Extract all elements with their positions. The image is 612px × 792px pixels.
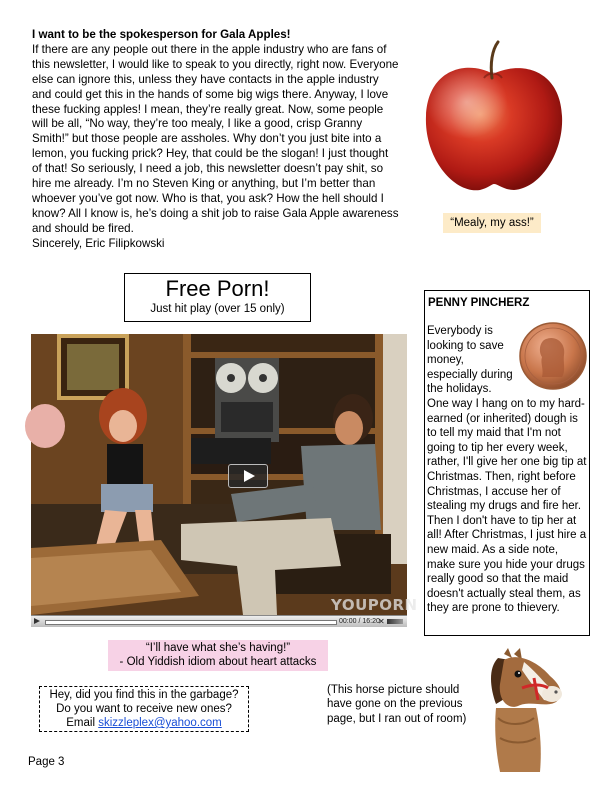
heart-attack-quote — [108, 640, 328, 671]
subscribe-question: Hey, did you find this in the garbage? — [49, 689, 239, 701]
play-button[interactable] — [228, 464, 268, 488]
penny-pincherz-box — [424, 290, 590, 636]
apple-caption: “Mealy, my ass!” — [443, 213, 541, 233]
video-player[interactable] — [31, 334, 418, 627]
free-porn-box — [124, 273, 311, 322]
apple-image — [418, 38, 568, 198]
subscribe-offer: Do you want to receive new ones? — [56, 703, 232, 715]
free-porn-title: Free Porn! — [165, 276, 270, 301]
fullscreen-icon[interactable]: ✕ — [378, 617, 385, 626]
volume-icon[interactable] — [387, 619, 403, 624]
penny-pincherz-title: PENNY PINCHERZ — [428, 297, 530, 309]
horse-note: (This horse picture should have gone on the previous page, but I ran out of room) — [327, 684, 467, 725]
play-icon — [244, 470, 255, 482]
seek-bar[interactable] — [45, 620, 337, 625]
video-time: 00:00 / 16:20 — [339, 618, 380, 625]
email-label: Email — [66, 717, 96, 729]
email-link[interactable]: skizzleplex@yahoo.com — [98, 717, 222, 729]
letter-signoff: Sincerely, Eric Filipkowski — [32, 236, 165, 250]
subscribe-box — [39, 686, 249, 732]
horse-puppet-image — [478, 648, 570, 773]
quote-line: “I’ll have what she’s having!” — [145, 642, 291, 654]
penny-coin-image — [518, 321, 588, 391]
control-play-icon[interactable] — [34, 618, 40, 624]
page-number: Page 3 — [28, 756, 65, 768]
quote-attribution: - Old Yiddish idiom about heart attacks — [119, 656, 317, 668]
video-controls — [31, 615, 407, 627]
penny-pincherz-text: Everybody is looking to save money, especially during the holidays. One way I hang on to my hard-earned (or inherited) dough is to tell my maid that I'm not going to tip her every week, rather, I'll give her one big tip at Christmas. Then, right before Christmas, I accuse her of stealing my drugs and fire her. Then I don't have to tip her at all! After Christmas, I just hire a new maid. As a side note, make sure you hide your drugs really good so that the maid doesn't actually steal them, as they are prone to thievery. — [427, 325, 587, 615]
letter-title: I want to be the spokesperson for Gala Apples! — [32, 28, 291, 41]
video-frame — [31, 334, 407, 615]
video-watermark: YOUPORN — [331, 596, 418, 614]
subscribe-email-line — [40, 716, 248, 730]
free-porn-subtitle: Just hit play (over 15 only) — [150, 303, 285, 315]
spokesperson-letter — [32, 28, 400, 252]
letter-body: If there are any people out there in the apple industry who are fans of this newsletter, I would like to speak to you directly, right now. Everyone else can ignore this, unless they have contacts in the apple industry and could get this in the hands of some big wigs there. Anyway, I love these fucking apples! I mean, they’re really great. Now, some people will be all, “No way, they’re too mealy, I like a good, crisp Granny Smith!” but those people are assholes. Why don’t you just bite into a lemon, you fucking prick? Hey, that could be the slogan! I just thought of that! So seriously, I need a job, this newsletter doesn’t pay shit, so hire me already. I’m no Steven King or anything, but I’m better than whoever you’ve got now. Who is that, you ask? How the hell should I know? All I know is, he’s doing a shit job to raise Gala Apple awareness and should be fired. — [32, 42, 399, 235]
